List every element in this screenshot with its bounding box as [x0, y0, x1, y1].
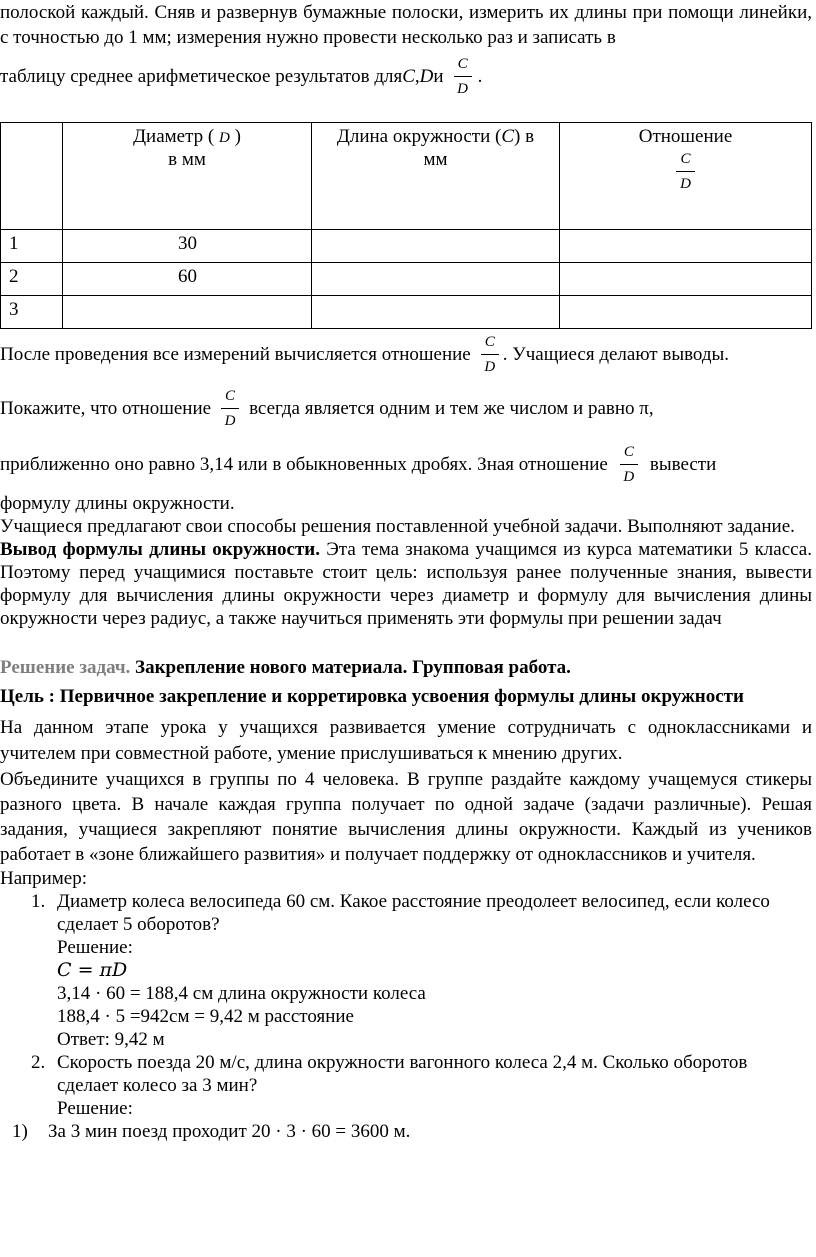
derivation-heading: Вывод формулы длины окружности. [0, 539, 321, 560]
header-circumference-paren: ) в [514, 126, 535, 147]
header-diameter-var: D [218, 130, 230, 146]
section-heading-grey: Решение задач. [0, 657, 131, 678]
fraction-numerator: C [221, 389, 239, 409]
derivation-paragraph [0, 538, 812, 630]
sub-step-number: 1) [12, 1121, 28, 1142]
show-text-end: всегда является одним и тем же числом и равно π, [249, 398, 654, 420]
fraction-numerator: C [481, 335, 499, 355]
fraction-denominator: D [457, 80, 468, 97]
intro-text: полоской каждый. Сняв и развернув бумажные полоски, измерить их длины при помощи линейки, с точностью до 1 мм; измерения нужно провести несколько раз и записать в [0, 2, 812, 48]
section-heading [0, 656, 812, 679]
show-text: Покажите, что отношение [0, 398, 212, 420]
fraction-c-over-d [620, 445, 638, 486]
sub-step-text: За 3 мин поезд проходит 20 · 3 · 60 = 3600 м. [48, 1121, 411, 1142]
intro-last-line [0, 53, 812, 101]
row-circumference [312, 296, 560, 329]
header-circumference-label: Длина окружности ( [336, 126, 502, 147]
table-row [1, 263, 812, 296]
fraction-denominator: D [224, 412, 236, 429]
row-ratio [560, 230, 812, 263]
row-diameter: 30 [63, 230, 312, 263]
header-diameter [63, 123, 312, 230]
groups-paragraph: Объедините учащихся в группы по 4 человека. В группе раздайте каждому учащемуся стикеры разного цвета. В начале каждая группа получает по одной задаче (задачи различные). Решая задания, учащиеся закрепляют понятие вычисления длины окружности. Каждый из учеников работает в «зоне ближайшего развития» и получает поддержку от одноклассников и учителя. [0, 769, 812, 865]
approx-text-end: вывести [649, 454, 717, 476]
intro-text-end: таблицу среднее арифметическое результатов для [0, 66, 403, 88]
task-text: Диаметр колеса велосипеда 60 см. Какое расстояние преодолеет велосипед, если колесо сделает 5 оборотов? [57, 891, 770, 935]
solution-step: 3,14 · 60 = 188,4 см длина окружности колеса [57, 983, 426, 1004]
conclusion-text-end: . Учащиеся делают выводы. [502, 344, 730, 366]
approx-text: приближенно оно равно 3,14 или в обыкновенных дробях. Зная отношение [0, 454, 608, 476]
period: . [477, 66, 483, 88]
approx-line [0, 440, 812, 490]
table-row [1, 296, 812, 329]
formula: C = πD [57, 959, 128, 981]
list-item [31, 1051, 812, 1120]
header-diameter-unit: в мм [168, 149, 206, 171]
header-ratio-fraction [676, 152, 694, 193]
fraction-numerator: C [454, 57, 472, 77]
var-d: D [419, 66, 434, 88]
fraction-c-over-d [481, 335, 499, 376]
solution-label: Решение: [57, 1098, 133, 1119]
header-ratio [560, 123, 812, 230]
task-number: 2. [31, 1052, 46, 1073]
header-index-cell [1, 123, 63, 230]
fraction-denominator: D [680, 175, 691, 192]
answer: Ответ: 9,42 м [57, 1029, 165, 1050]
formula-paragraph: формулу длины окружности. [0, 493, 235, 514]
header-diameter-label: Диаметр ( [133, 126, 215, 147]
fraction-denominator: D [484, 358, 496, 375]
header-circumference-var: C [501, 126, 515, 147]
row-index: 2 [1, 263, 63, 296]
row-index: 3 [1, 296, 63, 329]
sub-list-item [0, 1120, 812, 1143]
row-ratio [560, 296, 812, 329]
header-circumference [312, 123, 560, 230]
row-circumference [312, 230, 560, 263]
measurement-table [0, 122, 812, 329]
row-index: 1 [1, 230, 63, 263]
fraction-numerator: C [676, 152, 694, 172]
header-diameter-paren: ) [234, 126, 241, 147]
derivation-text: Эта тема знакома учащимся из курса математики 5 класса. Поэтому перед учащимися поставьте стоит цель: используя ранее полученные знания, вывести формулу для вычисления длины окружности через диаметр и формулу для вычисления длины окружности через радиус, а также научиться применять эти формулы при решении задач [0, 539, 812, 629]
header-circumference-unit: мм [423, 149, 448, 171]
table-row [1, 230, 812, 263]
show-line [0, 384, 812, 434]
fraction-c-over-d [454, 57, 472, 98]
fraction-c-over-d [221, 389, 239, 430]
row-ratio [560, 263, 812, 296]
row-circumference [312, 263, 560, 296]
conclusion-text: После проведения все измерений вычисляется отношение [0, 344, 471, 366]
header-ratio-label: Отношение [638, 126, 733, 147]
intro-paragraph [0, 0, 812, 50]
comma: , [414, 66, 420, 88]
task-list [0, 890, 812, 1120]
solution-label: Решение: [57, 937, 133, 958]
var-c: C [402, 66, 415, 88]
example-label: Например: [0, 868, 87, 889]
stage-paragraph: На данном этапе урока у учащихся развивается умение сотрудничать с одноклассниками и учителем при совместной работе, умение прислушиваться к мнению других. [0, 717, 812, 764]
list-item [31, 890, 812, 1051]
and-word: и [433, 66, 444, 88]
task-number: 1. [31, 891, 46, 912]
students-paragraph: Учащиеся предлагают свои способы решения поставленной учебной задачи. Выполняют задание. [0, 516, 795, 537]
fraction-numerator: C [620, 445, 638, 465]
fraction-denominator: D [623, 468, 635, 485]
solution-step: 188,4 · 5 =942см = 9,42 м расстояние [57, 1006, 354, 1027]
goal-heading: Цель : Первичное закрепление и корретировка усвоения формулы длины окружности [0, 686, 744, 707]
row-diameter: 60 [63, 263, 312, 296]
task-text: Скорость поезда 20 м/с, длина окружности вагонного колеса 2,4 м. Сколько оборотов сделает колесо за 3 мин? [57, 1052, 748, 1096]
body-text-block [0, 492, 812, 1143]
table-header-row [1, 123, 812, 230]
conclusion-line [0, 330, 812, 380]
section-heading-text: Закрепление нового материала. Групповая работа. [130, 657, 571, 678]
row-diameter [63, 296, 312, 329]
